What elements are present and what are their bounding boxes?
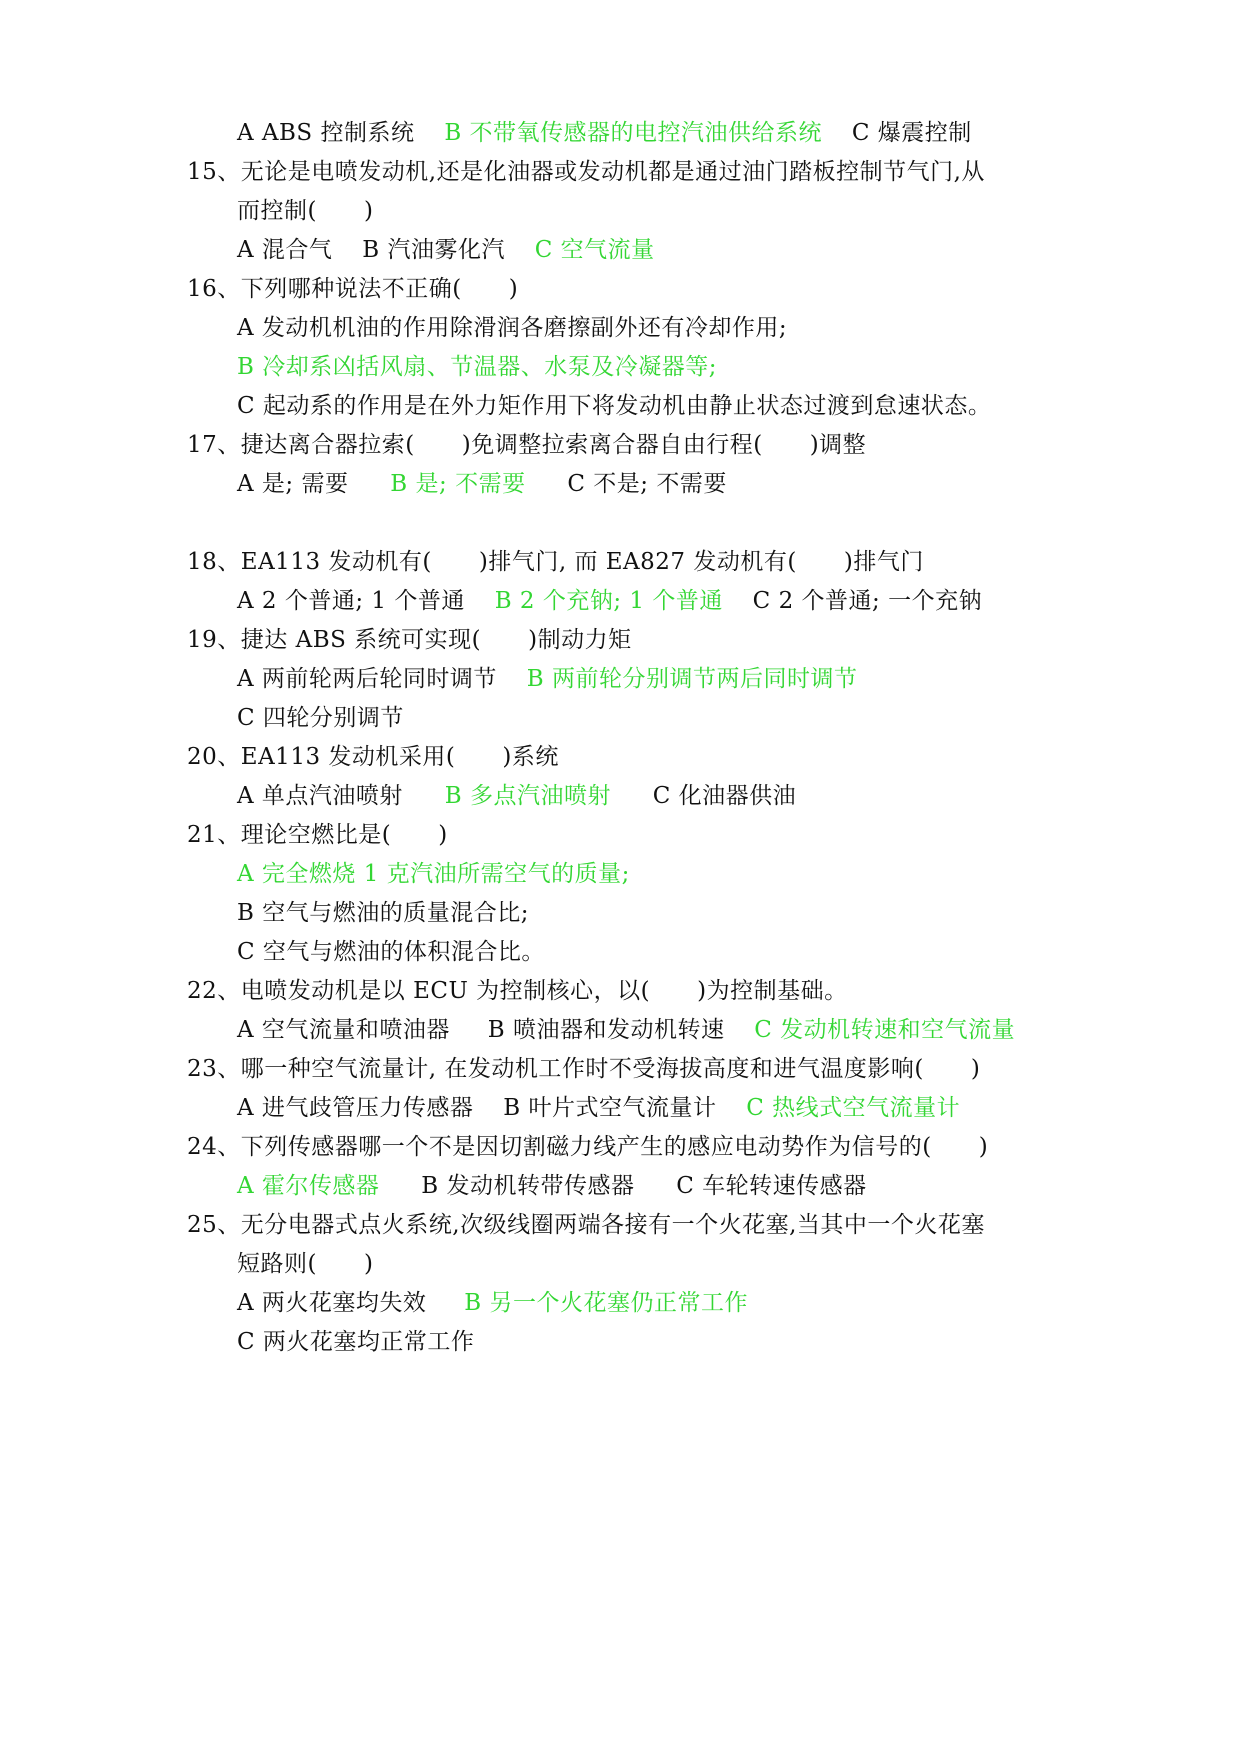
q15-option-b: B 汽油雾化汽 [362,237,505,263]
q15-text: 无论是电喷发动机,还是化油器或发动机都是通过油门踏板控制节气门,从 [240,159,985,185]
q19-number: 19、 [187,627,241,653]
q20-text: EA113 发动机采用( )系统 [240,744,559,770]
q22-text: 电喷发动机是以 ECU 为控制核心，以( )为控制基础。 [240,978,848,1004]
q20-options-row [237,781,796,811]
q15-option-a: A 混合气 [237,237,333,263]
q14-option-c: C 爆震控制 [851,120,972,146]
q14-option-a: A ABS 控制系统 [237,120,415,146]
q24-option-b: B 发动机转带传感器 [421,1173,635,1199]
q25-number: 25、 [187,1212,241,1238]
q23-option-a: A 进气歧管压力传感器 [237,1095,474,1121]
q19-options-row [237,664,857,694]
q14-options-row [237,118,972,148]
q16-text: 下列哪种说法不正确( ) [240,276,519,302]
q25-option-b-answer: B 另一个火花塞仍正常工作 [464,1290,748,1316]
q16-option-b-answer: B 冷却系凶括风扇、节温器、水泵及冷凝器等; [237,354,717,380]
q24-options-row [237,1171,867,1201]
q21-option-b: B 空气与燃油的质量混合比; [237,900,529,926]
q24-number: 24、 [187,1134,241,1160]
q25-option-c: C 两火花塞均正常工作 [237,1329,475,1355]
q17-option-c: C 不是; 不需要 [567,471,727,497]
q21-option-c: C 空气与燃油的体积混合比。 [237,939,545,965]
q22-stem [187,976,848,1006]
q18-option-c: C 2 个普通; 一个充钠 [752,588,983,614]
q21-option-a-answer: A 完全燃烧 1 克汽油所需空气的质量; [237,861,630,887]
q20-number: 20、 [187,744,241,770]
q22-option-a: A 空气流量和喷油器 [237,1017,450,1043]
q25-options-row [237,1288,748,1318]
q23-option-b: B 叶片式空气流量计 [503,1095,717,1121]
q17-text: 捷达离合器拉索( )免调整拉索离合器自由行程( )调整 [240,432,867,458]
q21-stem [187,820,448,850]
q15-option-c-answer: C 空气流量 [534,237,655,263]
q23-number: 23、 [187,1056,241,1082]
q18-option-b-answer: B 2 个充钠; 1 个普通 [494,588,723,614]
q17-number: 17、 [187,432,241,458]
q23-stem [187,1054,980,1084]
q17-option-b-answer: B 是; 不需要 [390,471,526,497]
q22-option-b: B 喷油器和发动机转速 [487,1017,725,1043]
q15-number: 15、 [187,159,241,185]
q24-option-c: C 车轮转速传感器 [676,1173,867,1199]
q15-stem-cont: 而控制( ) [237,198,374,224]
q25-text: 无分电器式点火系统,次级线圈两端各接有一个火花塞,当其中一个火花塞 [240,1212,985,1238]
q16-stem [187,274,518,304]
q25-stem [187,1210,985,1240]
q24-text: 下列传感器哪一个不是因切割磁力线产生的感应电动势作为信号的( ) [240,1134,989,1160]
q25-stem-cont: 短路则( ) [237,1251,374,1277]
q16-number: 16、 [187,276,241,302]
q18-option-a: A 2 个普通; 1 个普通 [237,588,465,614]
q23-options-row [237,1093,960,1123]
q21-text: 理论空燃比是( ) [240,822,448,848]
q23-option-c-answer: C 热线式空气流量计 [746,1095,961,1121]
q20-option-c: C 化油器供油 [652,783,797,809]
q18-number: 18、 [187,549,241,575]
q25-option-a: A 两火花塞均失效 [237,1290,427,1316]
q20-stem [187,742,559,772]
q16-option-a: A 发动机机油的作用除滑润各磨擦副外还有冷却作用; [237,315,788,341]
q22-options-row [237,1015,1015,1045]
q19-stem [187,625,632,655]
q23-text: 哪一种空气流量计, 在发动机工作时不受海拔高度和进气温度影响( ) [240,1056,981,1082]
q22-option-c-answer: C 发动机转速和空气流量 [754,1017,1016,1043]
q16-option-c: C 起动系的作用是在外力矩作用下将发动机由静止状态过渡到怠速状态。 [237,393,992,419]
q24-stem [187,1132,988,1162]
q17-option-a: A 是; 需要 [237,471,349,497]
q17-options-row [237,469,727,499]
q21-number: 21、 [187,822,241,848]
q20-option-a: A 单点汽油喷射 [237,783,403,809]
q19-text: 捷达 ABS 系统可实现( )制动力矩 [240,627,632,653]
q19-option-b-answer: B 两前轮分别调节两后同时调节 [526,666,858,692]
q19-option-a: A 两前轮两后轮同时调节 [237,666,497,692]
q19-option-c: C 四轮分别调节 [237,705,404,731]
q18-text: EA113 发动机有( )排气门, 而 EA827 发动机有( )排气门 [240,549,924,575]
q14-option-b-answer: B 不带氧传感器的电控汽油供给系统 [444,120,823,146]
q22-number: 22、 [187,978,241,1004]
q18-stem [187,547,924,577]
q20-option-b-answer: B 多点汽油喷射 [444,783,611,809]
q18-options-row [237,586,982,616]
q17-stem [187,430,866,460]
q15-stem [187,157,985,187]
q24-option-a-answer: A 霍尔传感器 [237,1173,380,1199]
q15-options-row [237,235,655,265]
